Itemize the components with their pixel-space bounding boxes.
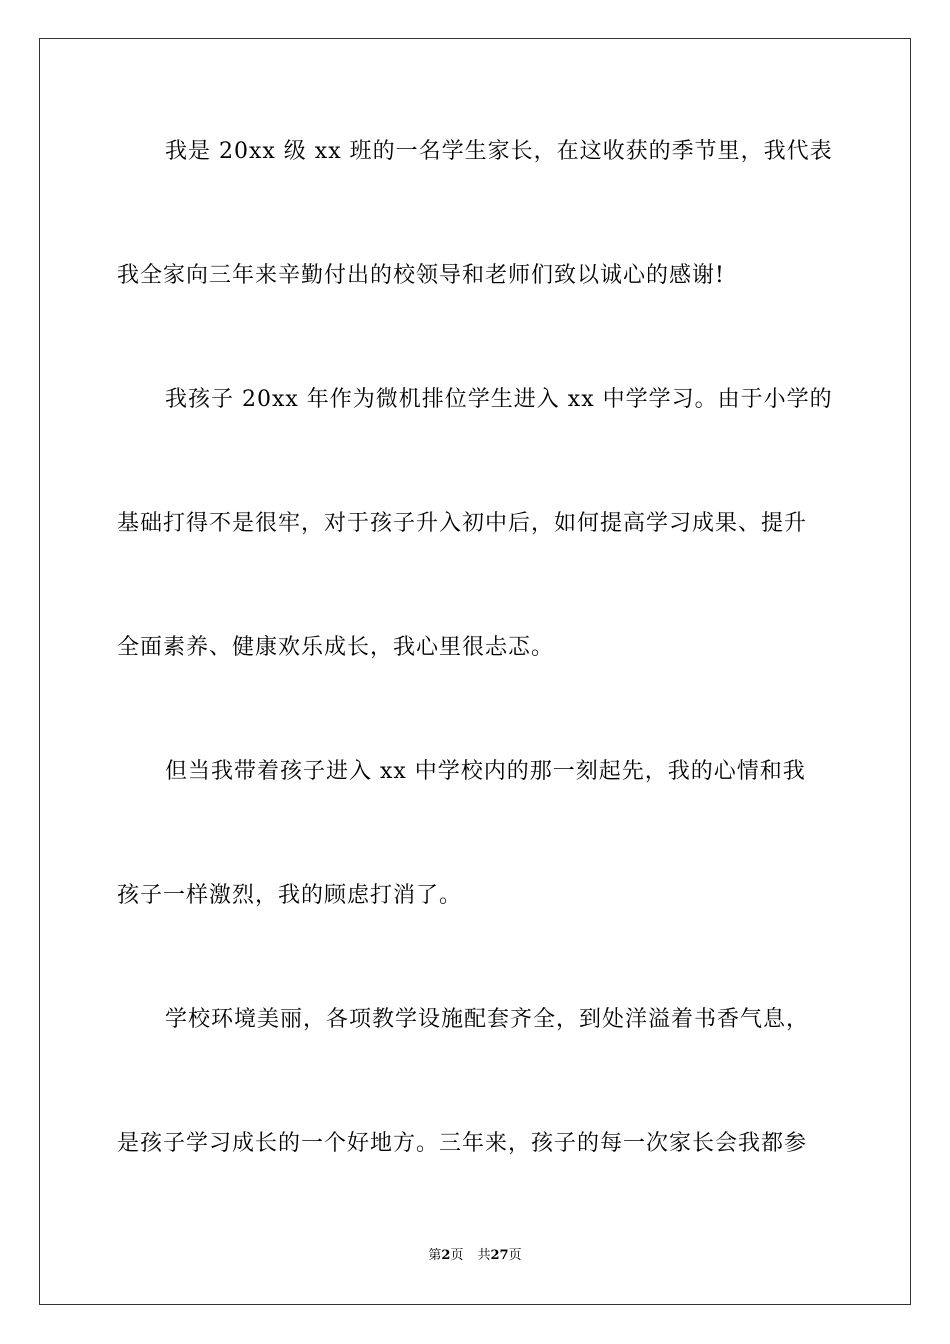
paragraph-3-line-1: 但当我带着孩子进入 xx 中学校内的那一刻起先，我的心情和我 <box>165 759 806 784</box>
paragraph-2-line-1: 我孩子 20xx 年作为微机排位学生进入 xx 中学学习。由于小学的 <box>165 387 833 412</box>
page-suffix: 页 <box>450 1248 464 1263</box>
paragraph-1-line-2: 我全家向三年来辛勤付出的校领导和老师们致以诚心的感谢! <box>117 263 725 288</box>
total-suffix: 页 <box>508 1248 522 1263</box>
paragraph-2-line-3: 全面素养、健康欢乐成长，我心里很忐忑。 <box>117 635 555 660</box>
paragraph-1-line-1: 我是 20xx 级 xx 班的一名学生家长，在这收获的季节里，我代表 <box>165 139 833 164</box>
total-pages: 27 <box>490 1248 509 1263</box>
paragraph-4-line-1: 学校环境美丽，各项教学设施配套齐全，到处洋溢着书香气息， <box>165 1007 810 1032</box>
page-border <box>39 38 911 1305</box>
total-prefix: 共 <box>477 1248 491 1263</box>
page-prefix: 第 <box>428 1248 442 1263</box>
paragraph-3-line-2: 孩子一样激烈，我的顾虑打消了。 <box>117 883 463 908</box>
page-footer <box>0 1247 950 1265</box>
paragraph-4-line-2: 是孩子学习成长的一个好地方。三年来，孩子的每一次家长会我都参 <box>117 1131 808 1156</box>
paragraph-2-line-2: 基础打得不是很牢，对于孩子升入初中后，如何提高学习成果、提升 <box>117 511 808 536</box>
page-number: 2 <box>441 1248 451 1263</box>
